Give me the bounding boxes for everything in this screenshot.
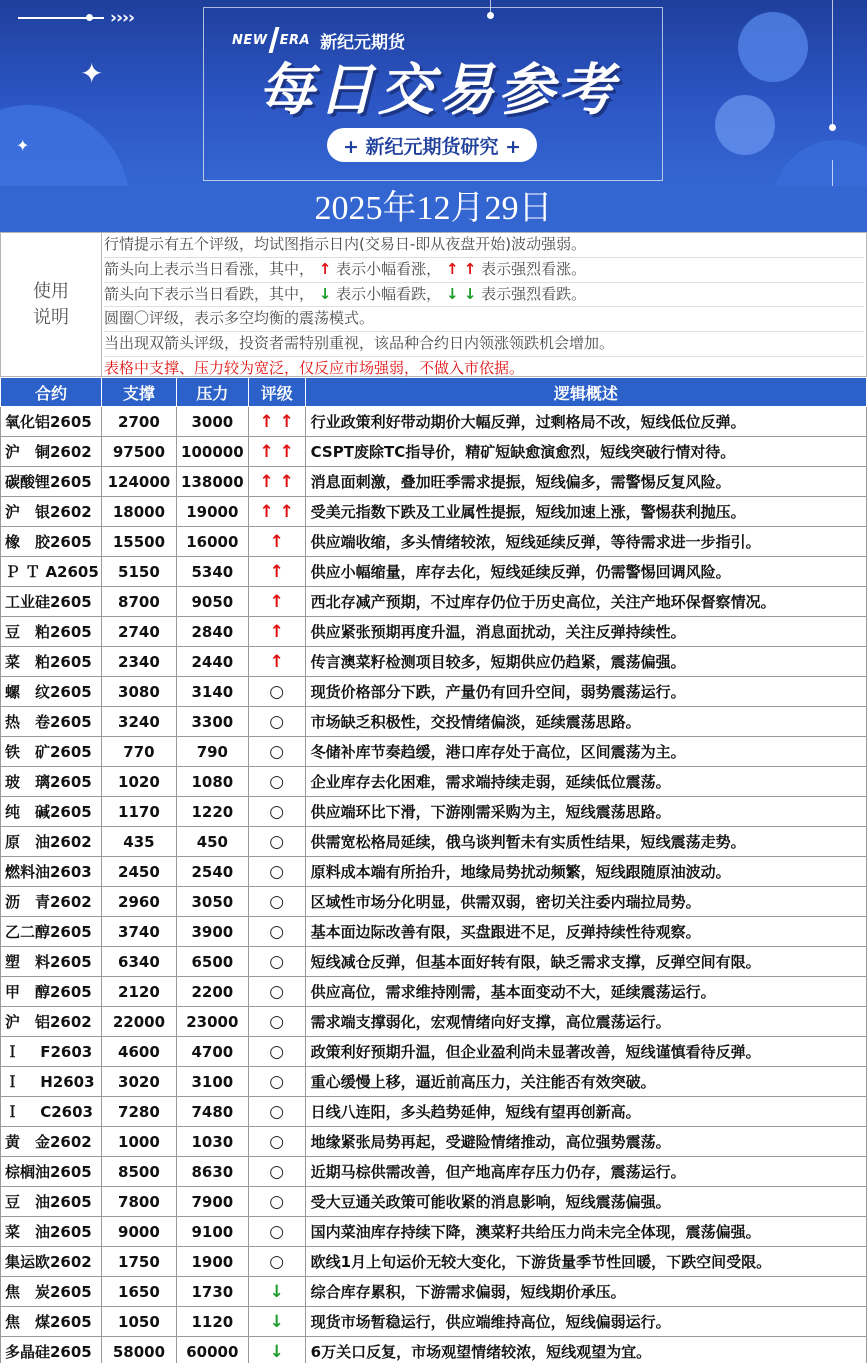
logic-cell: CSPT废除TC指导价，精矿短缺愈演愈烈，短线突破行情对待。	[305, 437, 866, 467]
support-cell: 58000	[101, 1337, 176, 1363]
arrow-up-icon: ↑ ↑	[248, 437, 305, 467]
contract-cell: 棕榈油2605	[1, 1157, 102, 1187]
contract-cell: 豆 粕2605	[1, 617, 102, 647]
arrow-up-icon: ↑	[248, 527, 305, 557]
usage-line: 当出现双箭头评级，投资者需特别重视，该品种合约日内领涨领跌机会增加。	[104, 332, 864, 357]
circle-icon: ○	[248, 1067, 305, 1097]
pressure-cell: 9050	[176, 587, 248, 617]
circle-icon: ○	[248, 1157, 305, 1187]
circle-icon: ○	[248, 977, 305, 1007]
logic-cell: 供应端环比下滑，下游刚需采购为主，短线震荡思路。	[305, 797, 866, 827]
logo-mark	[268, 27, 279, 53]
table-row	[1, 557, 867, 587]
table-row	[1, 1307, 867, 1337]
logic-cell: 国内菜油库存持续下降，澳菜籽共给压力尚未完全体现，震荡偏强。	[305, 1217, 866, 1247]
pressure-cell: 23000	[176, 1007, 248, 1037]
circle-icon: ○	[248, 827, 305, 857]
chevrons-icon: ››››	[110, 8, 135, 28]
table-row	[1, 707, 867, 737]
pressure-cell: 1030	[176, 1127, 248, 1157]
pressure-cell: 3300	[176, 707, 248, 737]
contract-cell: 沥 青2602	[1, 887, 102, 917]
table-row	[1, 497, 867, 527]
pressure-cell: 3900	[176, 917, 248, 947]
table-row	[1, 857, 867, 887]
logic-cell: 地缘紧张局势再起，受避险情绪推动，高位强势震荡。	[305, 1127, 866, 1157]
support-cell: 2960	[101, 887, 176, 917]
pressure-cell: 3100	[176, 1067, 248, 1097]
support-cell: 2700	[101, 407, 176, 437]
table-row	[1, 1007, 867, 1037]
contract-cell: 纯 碱2605	[1, 797, 102, 827]
support-cell: 6340	[101, 947, 176, 977]
circle-icon: ○	[248, 797, 305, 827]
logic-cell: 受大豆通关政策可能收紧的消息影响，短线震荡偏强。	[305, 1187, 866, 1217]
table-row	[1, 827, 867, 857]
support-cell: 18000	[101, 497, 176, 527]
logo-text: NEW	[232, 32, 268, 48]
arrow-down-icon: ↓	[318, 284, 332, 303]
support-cell: 2340	[101, 647, 176, 677]
subtitle-pill: + 新纪元期货研究 +	[327, 128, 537, 162]
contract-cell: 集运欧2602	[1, 1247, 102, 1277]
table-header-row	[1, 378, 867, 407]
logic-cell: 供应小幅缩量，库存去化，短线延续反弹，仍需警惕回调风险。	[305, 557, 866, 587]
pressure-cell: 9100	[176, 1217, 248, 1247]
logic-cell: 供应端收缩，多头情绪较浓，短线延续反弹，等待需求进一步指引。	[305, 527, 866, 557]
support-cell: 1050	[101, 1307, 176, 1337]
circle-icon: ○	[248, 1097, 305, 1127]
decor-dot	[829, 124, 836, 131]
logic-cell: 企业库存去化困难，需求端持续走弱，延续低位震荡。	[305, 767, 866, 797]
support-cell: 2740	[101, 617, 176, 647]
circle-icon: ○	[248, 917, 305, 947]
circle-icon: ○	[248, 677, 305, 707]
logic-cell: 西北存减产预期，不过库存仍位于历史高位，关注产地环保督察情况。	[305, 587, 866, 617]
logic-cell: 重心缓慢上移，逼近前高压力，关注能否有效突破。	[305, 1067, 866, 1097]
pressure-cell: 8630	[176, 1157, 248, 1187]
contract-cell: 热 卷2605	[1, 707, 102, 737]
logic-cell: 综合库存累积，下游需求偏弱，短线期价承压。	[305, 1277, 866, 1307]
pressure-cell: 6500	[176, 947, 248, 977]
logic-cell: 市场缺乏积极性，交投情绪偏淡，延续震荡思路。	[305, 707, 866, 737]
table-row	[1, 587, 867, 617]
contract-cell: Ｉ F2603	[1, 1037, 102, 1067]
header-logic: 逻辑概述	[305, 378, 866, 407]
circle-icon: ○	[248, 767, 305, 797]
contract-cell: 沪 铜2602	[1, 437, 102, 467]
table-row	[1, 1037, 867, 1067]
logic-cell: 供需宽松格局延续，俄乌谈判暂未有实质性结果，短线震荡走势。	[305, 827, 866, 857]
usage-lines	[104, 233, 864, 381]
usage-line	[104, 258, 864, 283]
arrow-up-icon: ↑	[248, 587, 305, 617]
support-cell: 1750	[101, 1247, 176, 1277]
header-rating: 评级	[248, 378, 305, 407]
circle-icon: ○	[248, 707, 305, 737]
support-cell: 435	[101, 827, 176, 857]
contract-cell: 沪 铝2602	[1, 1007, 102, 1037]
table-row	[1, 1097, 867, 1127]
table-body	[1, 407, 867, 1363]
usage-line	[104, 283, 864, 308]
support-cell: 3020	[101, 1067, 176, 1097]
logic-cell: 区域性市场分化明显，供需双弱，密切关注委内瑞拉局势。	[305, 887, 866, 917]
pressure-cell: 5340	[176, 557, 248, 587]
circle-icon: ○	[248, 1127, 305, 1157]
pressure-cell: 2540	[176, 857, 248, 887]
usage-label	[1, 233, 102, 376]
contract-cell: 黄 金2602	[1, 1127, 102, 1157]
table-row	[1, 797, 867, 827]
table-row	[1, 1127, 867, 1157]
logic-cell: 政策利好预期升温，但企业盈利尚未显著改善，短线谨慎看待反弹。	[305, 1037, 866, 1067]
header-pressure: 压力	[176, 378, 248, 407]
circle-icon: ○	[248, 1247, 305, 1277]
decor-circle	[772, 140, 867, 186]
table-row	[1, 737, 867, 767]
logic-cell: 供应紧张预期再度升温，消息面扰动，关注反弹持续性。	[305, 617, 866, 647]
support-cell: 3740	[101, 917, 176, 947]
contract-cell: 焦 煤2605	[1, 1307, 102, 1337]
usage-disclaimer: 表格中支撑、压力较为宽泛，仅反应市场强弱，不做入市依据。	[104, 358, 525, 377]
usage-label-line: 说明	[33, 306, 69, 328]
support-cell: 8700	[101, 587, 176, 617]
support-cell: 9000	[101, 1217, 176, 1247]
contract-cell: 沪 银2602	[1, 497, 102, 527]
logic-cell: 受美元指数下跌及工业属性提振，短线加速上涨，警惕获利抛压。	[305, 497, 866, 527]
pressure-cell: 4700	[176, 1037, 248, 1067]
arrow-up-icon: ↑ ↑	[248, 407, 305, 437]
pressure-cell: 7900	[176, 1187, 248, 1217]
logic-cell: 日线八连阳，多头趋势延伸，短线有望再创新高。	[305, 1097, 866, 1127]
usage-label-line: 使用	[33, 280, 69, 302]
contract-cell: 燃料油2603	[1, 857, 102, 887]
pressure-cell: 7480	[176, 1097, 248, 1127]
decor-dot	[86, 14, 93, 21]
pressure-cell: 1900	[176, 1247, 248, 1277]
pressure-cell: 3050	[176, 887, 248, 917]
usage-text: 表示强烈看涨。	[481, 259, 587, 278]
table-row	[1, 647, 867, 677]
arrow-down-icon: ↓	[248, 1277, 305, 1307]
arrow-up-icon: ↑ ↑	[248, 467, 305, 497]
contract-cell: 玻 璃2605	[1, 767, 102, 797]
table-row	[1, 1067, 867, 1097]
support-cell: 8500	[101, 1157, 176, 1187]
header-banner	[0, 0, 867, 186]
support-cell: 1020	[101, 767, 176, 797]
table-row	[1, 1247, 867, 1277]
table-row	[1, 407, 867, 437]
support-cell: 124000	[101, 467, 176, 497]
logic-cell: 消息面刺激，叠加旺季需求提振，短线偏多，需警惕反复风险。	[305, 467, 866, 497]
contract-cell: 原 油2602	[1, 827, 102, 857]
table-row	[1, 767, 867, 797]
pressure-cell: 1730	[176, 1277, 248, 1307]
contract-cell: 塑 料2605	[1, 947, 102, 977]
decor-line	[832, 0, 833, 126]
logic-cell: 基本面边际改善有限，买盘跟进不足，反弹持续性待观察。	[305, 917, 866, 947]
support-cell: 4600	[101, 1037, 176, 1067]
decor-circle	[738, 12, 808, 82]
support-cell: 2450	[101, 857, 176, 887]
header-support: 支撑	[101, 378, 176, 407]
table-row	[1, 947, 867, 977]
pressure-cell: 1120	[176, 1307, 248, 1337]
circle-icon: ○	[248, 1037, 305, 1067]
brand-logo	[232, 24, 405, 56]
table-row	[1, 1277, 867, 1307]
support-cell: 3240	[101, 707, 176, 737]
support-cell: 15500	[101, 527, 176, 557]
arrow-down-icon: ↓	[248, 1307, 305, 1337]
sparkle-icon: ✦	[80, 57, 104, 90]
pressure-cell: 1220	[176, 797, 248, 827]
table-row	[1, 677, 867, 707]
usage-text: 表示小幅看跌，	[336, 284, 442, 303]
arrow-up-icon: ↑	[318, 259, 332, 278]
circle-icon: ○	[248, 1217, 305, 1247]
arrow-up-icon: ↑	[248, 617, 305, 647]
contract-cell: Ｐ Ｔ A2605	[1, 557, 102, 587]
support-cell: 7280	[101, 1097, 176, 1127]
pressure-cell: 2200	[176, 977, 248, 1007]
support-cell: 3080	[101, 677, 176, 707]
contract-cell: Ｉ H2603	[1, 1067, 102, 1097]
usage-text: 箭头向上表示当日看涨，其中，	[104, 259, 315, 278]
decor-line	[832, 160, 833, 186]
usage-text: 箭头向下表示当日看跌，其中，	[104, 284, 315, 303]
contract-cell: 焦 炭2605	[1, 1277, 102, 1307]
trading-table	[0, 377, 867, 1363]
pressure-cell: 16000	[176, 527, 248, 557]
page-title: 每日交易参考	[258, 58, 618, 123]
table-row	[1, 467, 867, 497]
contract-cell: 橡 胶2605	[1, 527, 102, 557]
table-row	[1, 437, 867, 467]
header-contract: 合约	[1, 378, 102, 407]
sparkle-icon: ✦	[16, 136, 30, 155]
logic-cell: 近期马棕供需改善，但产地高库存压力仍存，震荡运行。	[305, 1157, 866, 1187]
table-row	[1, 887, 867, 917]
contract-cell: 豆 油2605	[1, 1187, 102, 1217]
table-row	[1, 917, 867, 947]
usage-text: 表示小幅看涨，	[336, 259, 442, 278]
usage-notes	[0, 232, 867, 377]
table-row	[1, 617, 867, 647]
date-band	[0, 186, 867, 232]
circle-icon: ○	[248, 947, 305, 977]
table-row	[1, 1217, 867, 1247]
logo-text: ERA	[279, 32, 311, 48]
arrow-up-double-icon: ↑ ↑	[445, 259, 477, 278]
contract-cell: 甲 醇2605	[1, 977, 102, 1007]
contract-cell: 多晶硅2605	[1, 1337, 102, 1363]
logic-cell: 传言澳菜籽检测项目较多，短期供应仍趋紧，震荡偏强。	[305, 647, 866, 677]
logic-cell: 需求端支撑弱化，宏观情绪向好支撑，高位震荡运行。	[305, 1007, 866, 1037]
decor-circle	[715, 95, 775, 155]
support-cell: 22000	[101, 1007, 176, 1037]
circle-icon: ○	[248, 887, 305, 917]
contract-cell: 菜 油2605	[1, 1217, 102, 1247]
table-row	[1, 1157, 867, 1187]
logic-cell: 冬储补库节奏趋缓，港口库存处于高位，区间震荡为主。	[305, 737, 866, 767]
support-cell: 5150	[101, 557, 176, 587]
logic-cell: 短线减仓反弹，但基本面好转有限，缺乏需求支撑，反弹空间有限。	[305, 947, 866, 977]
circle-icon: ○	[248, 1007, 305, 1037]
pressure-cell: 3140	[176, 677, 248, 707]
support-cell: 7800	[101, 1187, 176, 1217]
pressure-cell: 138000	[176, 467, 248, 497]
report-date: 2025年12月29日	[314, 190, 553, 227]
pressure-cell: 60000	[176, 1337, 248, 1363]
pressure-cell: 450	[176, 827, 248, 857]
table-row	[1, 1187, 867, 1217]
contract-cell: 铁 矿2605	[1, 737, 102, 767]
logic-cell: 原料成本端有所抬升，地缘局势扰动频繁，短线跟随原油波动。	[305, 857, 866, 887]
circle-icon: ○	[248, 857, 305, 887]
circle-icon: ○	[248, 1187, 305, 1217]
logic-cell: 现货市场暂稳运行，供应端维持高位，短线偏弱运行。	[305, 1307, 866, 1337]
arrow-up-icon: ↑	[248, 647, 305, 677]
pressure-cell: 2840	[176, 617, 248, 647]
table-row	[1, 977, 867, 1007]
table-row	[1, 1337, 867, 1363]
contract-cell: 乙二醇2605	[1, 917, 102, 947]
usage-text: 表示强烈看跌。	[481, 284, 587, 303]
arrow-down-icon: ↓	[248, 1337, 305, 1363]
circle-icon: ○	[248, 737, 305, 767]
support-cell: 1000	[101, 1127, 176, 1157]
contract-cell: 螺 纹2605	[1, 677, 102, 707]
logic-cell: 现货价格部分下跌，产量仍有回升空间，弱势震荡运行。	[305, 677, 866, 707]
arrow-down-double-icon: ↓ ↓	[445, 284, 477, 303]
logic-cell: 行业政策利好带动期价大幅反弹，过剩格局不改，短线低位反弹。	[305, 407, 866, 437]
contract-cell: Ｉ C2603	[1, 1097, 102, 1127]
logic-cell: 供应高位，需求维持刚需，基本面变动不大，延续震荡运行。	[305, 977, 866, 1007]
pressure-cell: 1080	[176, 767, 248, 797]
support-cell: 2120	[101, 977, 176, 1007]
support-cell: 1170	[101, 797, 176, 827]
arrow-up-icon: ↑	[248, 557, 305, 587]
contract-cell: 碳酸锂2605	[1, 467, 102, 497]
pressure-cell: 100000	[176, 437, 248, 467]
support-cell: 770	[101, 737, 176, 767]
logic-cell: 欧线1月上旬运价无较大变化，下游货量季节性回暖，下跌空间受限。	[305, 1247, 866, 1277]
arrow-up-icon: ↑ ↑	[248, 497, 305, 527]
pressure-cell: 790	[176, 737, 248, 767]
usage-line: 行情提示有五个评级，均试图指示日内(交易日-即从夜盘开始)波动强弱。	[104, 233, 864, 258]
usage-line: 圆圈〇评级，表示多空均衡的震荡模式。	[104, 307, 864, 332]
contract-cell: 工业硅2605	[1, 587, 102, 617]
support-cell: 97500	[101, 437, 176, 467]
table-row	[1, 527, 867, 557]
pressure-cell: 3000	[176, 407, 248, 437]
support-cell: 1650	[101, 1277, 176, 1307]
pressure-cell: 19000	[176, 497, 248, 527]
contract-cell: 氧化铝2605	[1, 407, 102, 437]
brand-name: 新纪元期货	[320, 32, 406, 53]
pressure-cell: 2440	[176, 647, 248, 677]
logic-cell: 6万关口反复，市场观望情绪较浓，短线观望为宜。	[305, 1337, 866, 1363]
contract-cell: 菜 粕2605	[1, 647, 102, 677]
